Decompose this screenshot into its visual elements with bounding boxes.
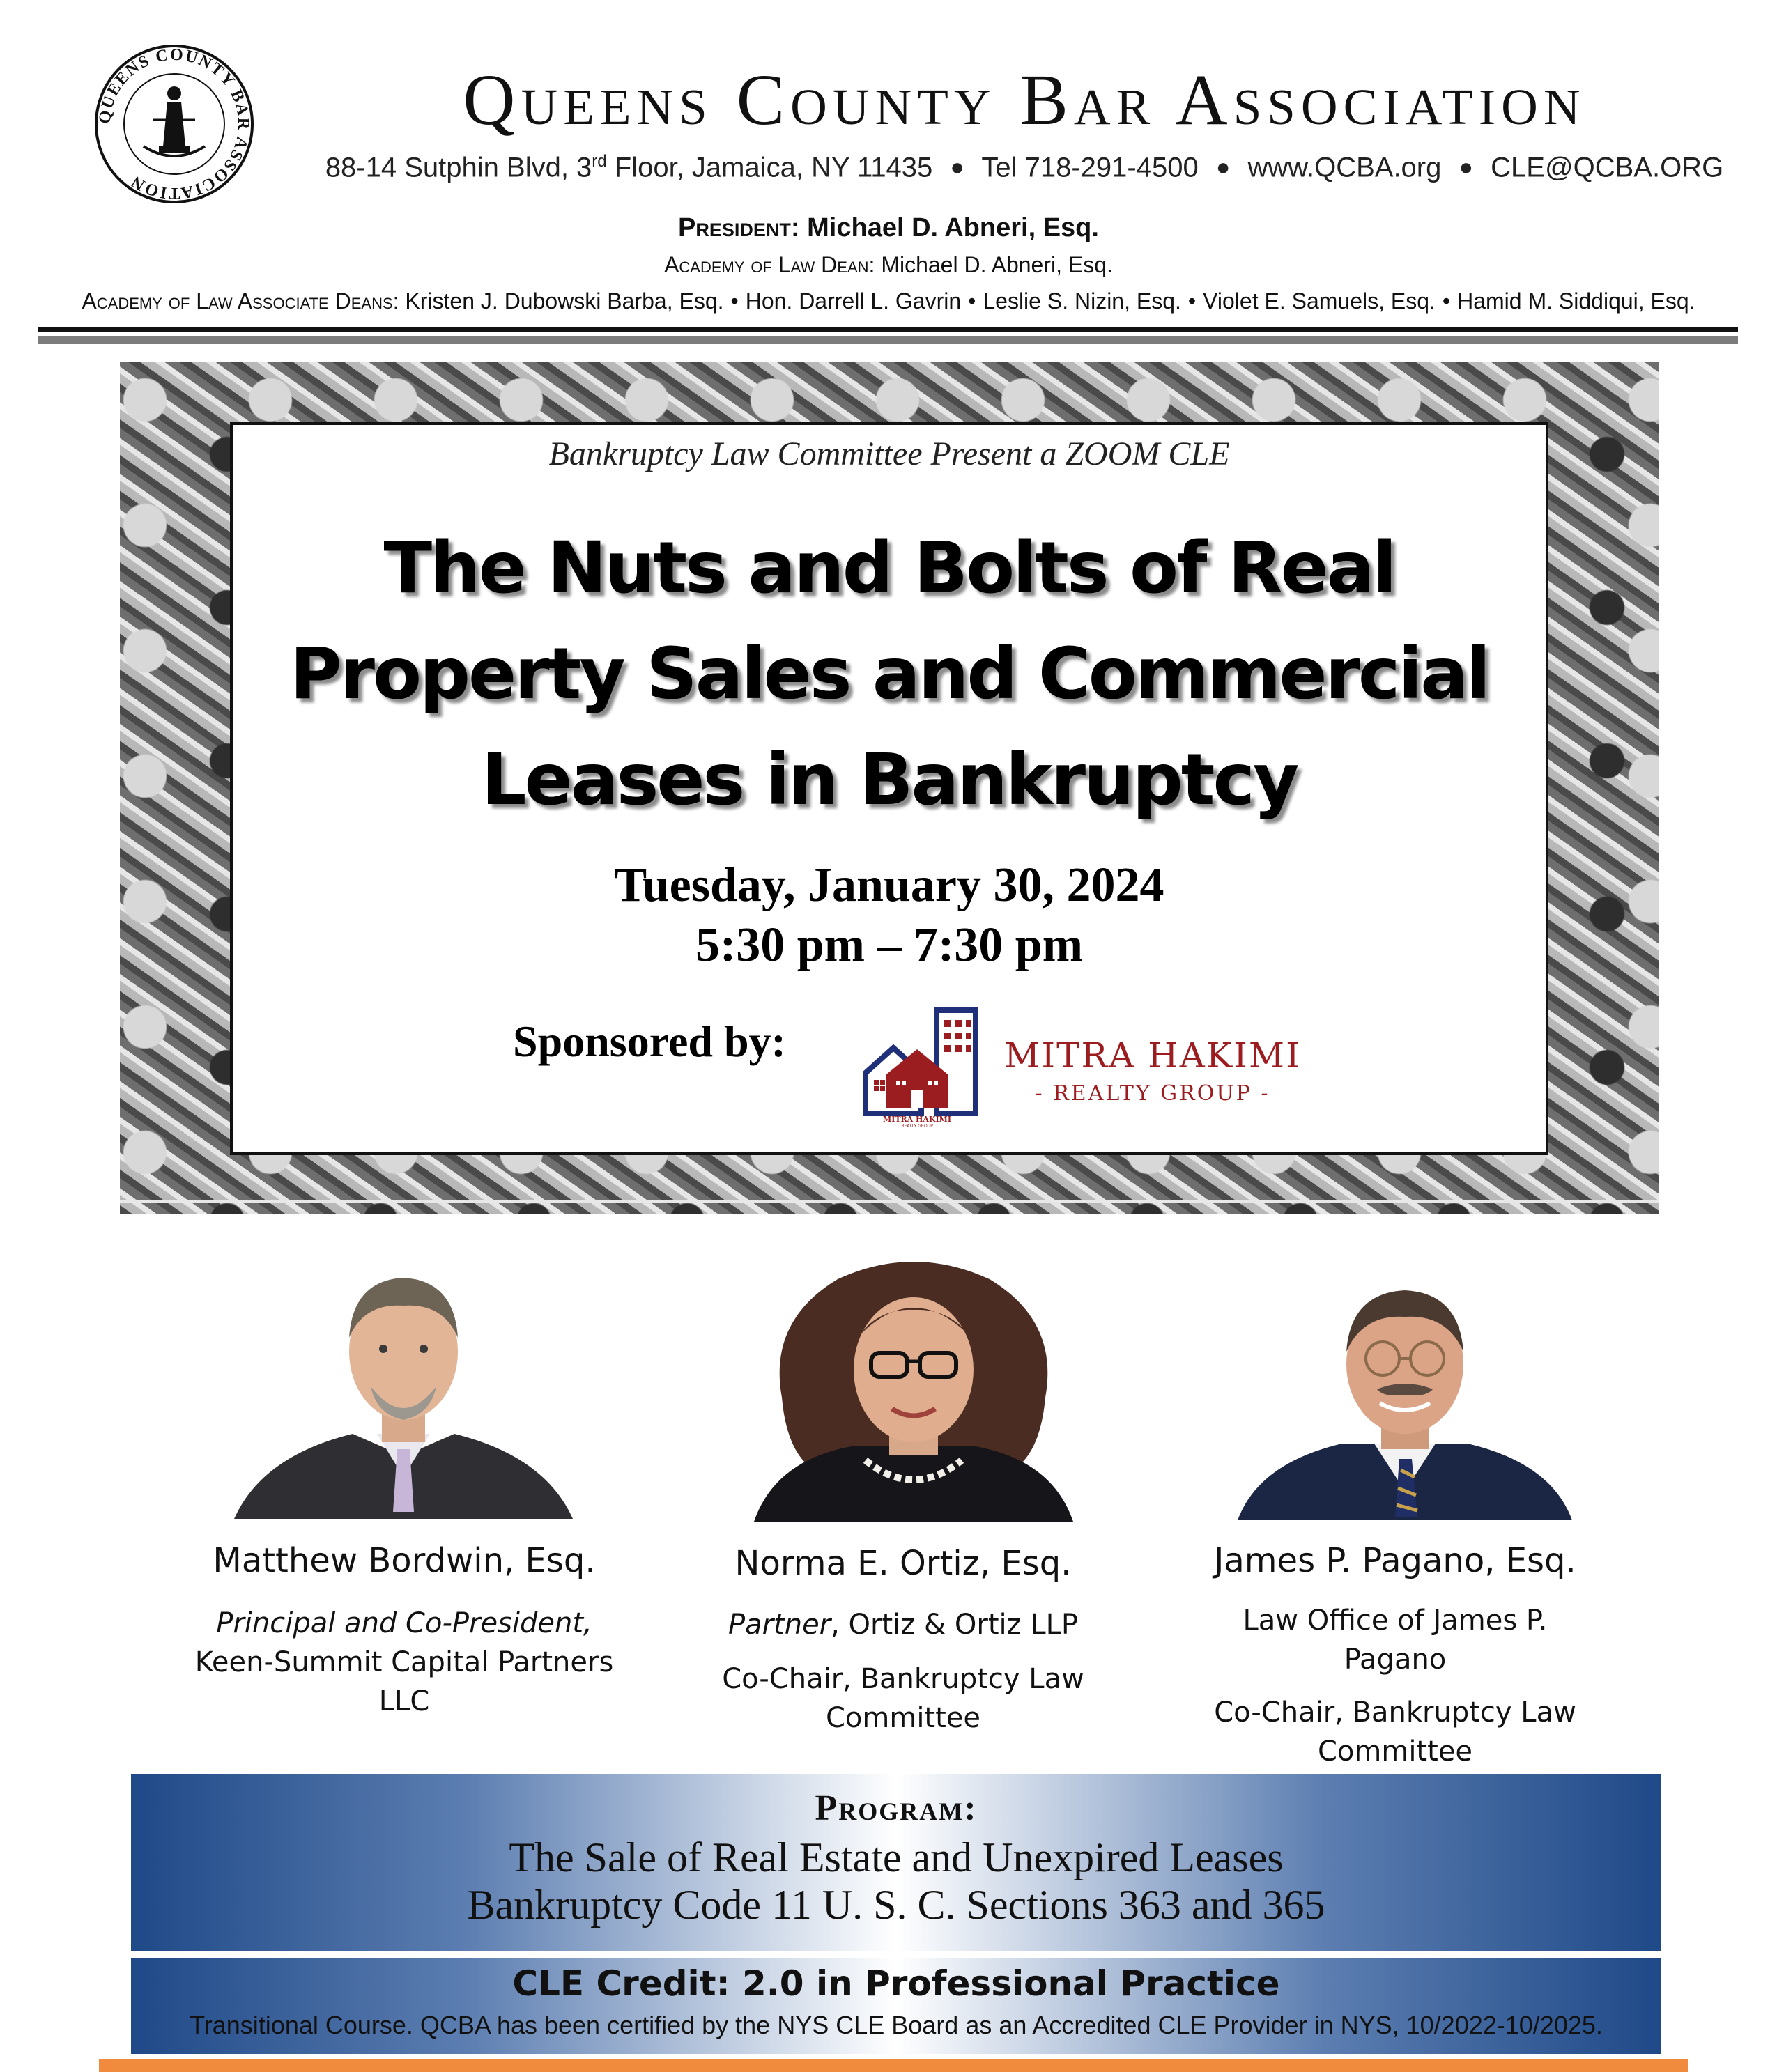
speaker-organization: LLC (378, 1685, 430, 1717)
associate-dean: Violet E. Samuels, Esq. (1203, 288, 1436, 314)
associate-dean: Leslie S. Nizin, Esq. (983, 288, 1181, 314)
speaker-2-photo (754, 1251, 1073, 1522)
speaker-committee-role: Co-Chair, Bankruptcy Law (722, 1663, 1084, 1695)
speaker-organization: Pagano (1344, 1644, 1447, 1676)
footer-accent-bar (99, 2059, 1688, 2072)
president-label: President: (678, 213, 800, 242)
address-suffix: Floor, Jamaica, NY 11435 (606, 152, 933, 183)
bullet-icon: ● (1459, 154, 1474, 181)
bullet-icon: • (1187, 288, 1197, 314)
program-heading: Program: (815, 1788, 978, 1828)
associate-deans-line (0, 288, 1777, 314)
event-title-line: Leases in Bankruptcy (481, 739, 1298, 821)
program-credit-divider (131, 1951, 1661, 1958)
program-topic: The Sale of Real Estate and Unexpired Leases (509, 1834, 1284, 1880)
president-line (0, 213, 1777, 243)
event-datetime (230, 856, 1548, 975)
speaker-committee-role: Co-Chair, Bankruptcy Law (1214, 1696, 1576, 1729)
speaker-1-photo (234, 1247, 573, 1519)
speaker-role (673, 1605, 1133, 1644)
website-link[interactable]: www.QCBA.org (1247, 152, 1442, 183)
speaker-committee-role: Committee (825, 1702, 981, 1734)
sponsored-by-label: Sponsored by: (513, 1016, 786, 1066)
organization-name: Queens County Bar Association (463, 60, 1586, 140)
committee-presents-line: Bankruptcy Law Committee Present a ZOOM CLE (548, 435, 1230, 472)
seal-text: QUEENS COUNTY BAR ASSOCIATION (95, 45, 253, 203)
dean-name: Michael D. Abneri, Esq. (881, 252, 1113, 277)
cle-accreditation-note: Transitional Course. QCBA has been certified by the NYS CLE Board as an Accredited CLE Provider in NYS, 10/2022-10/2025. (190, 2011, 1603, 2039)
speaker-committee-role: Committee (1317, 1735, 1473, 1768)
event-title-line: Property Sales and Commercial (289, 633, 1489, 716)
speaker-organization: , Ortiz & Ortiz LLP (831, 1609, 1079, 1641)
email-link[interactable]: CLE@QCBA.ORG (1491, 152, 1724, 183)
sponsor-logo-small-text: MITRA HAKIMI (883, 1115, 951, 1124)
bullet-icon: • (968, 288, 976, 314)
sponsor-logo-tiny-text: REALTY GROUP (901, 1124, 933, 1129)
sponsor-subtitle: - REALTY GROUP - (1035, 1081, 1270, 1106)
associate-deans-label: Academy of Law Associate Deans: (82, 288, 399, 314)
dean-label: Academy of Law Dean: (664, 252, 875, 277)
event-time: 5:30 pm – 7:30 pm (695, 918, 1084, 972)
event-title-line: The Nuts and Bolts of Real (383, 527, 1395, 610)
qcba-seal-logo (92, 42, 256, 206)
speaker-name: Norma E. Ortiz, Esq. (734, 1544, 1072, 1583)
contact-line (307, 152, 1742, 183)
bullet-icon: • (1442, 288, 1451, 314)
header-divider (38, 327, 1738, 332)
bullet-icon: ● (950, 154, 964, 181)
program-code-reference: Bankruptcy Code 11 U. S. C. Sections 363 and 365 (467, 1882, 1325, 1928)
event-date: Tuesday, January 30, 2024 (614, 858, 1164, 912)
dean-line (0, 252, 1777, 278)
speaker-role (174, 1604, 634, 1643)
cle-credit-heading: CLE Credit: 2.0 in Professional Practice (512, 1963, 1280, 2004)
associate-dean: Hamid M. Siddiqui, Esq. (1457, 288, 1695, 314)
speaker-organization: Keen-Summit Capital Partners (194, 1646, 614, 1678)
bullet-icon: • (730, 288, 739, 314)
associate-dean: Kristen J. Dubowski Barba, Esq. (405, 288, 724, 314)
banner-bottom-line (120, 1200, 1659, 1203)
associate-dean: Hon. Darrell L. Gavrin (745, 288, 962, 314)
speaker-role-title: Principal and Co-President, (216, 1607, 592, 1639)
speaker-role-title: Partner (728, 1609, 831, 1641)
address-prefix: 88-14 Sutphin Blvd, 3 (325, 152, 592, 183)
header-divider-shadow (38, 336, 1738, 344)
speaker-name: James P. Pagano, Esq. (1214, 1541, 1576, 1580)
speaker-organization: Law Office of James P. (1243, 1605, 1548, 1637)
bullet-icon: ● (1215, 154, 1231, 181)
telephone: Tel 718-291-4500 (981, 152, 1199, 183)
event-title (237, 516, 1541, 833)
address-ordinal: rd (592, 152, 607, 171)
president-name: Michael D. Abneri, Esq. (807, 213, 1099, 242)
sponsor-name: MITRA HAKIMI (1004, 1035, 1301, 1076)
speaker-name: Matthew Bordwin, Esq. (213, 1541, 596, 1580)
speaker-3-photo (1238, 1261, 1572, 1520)
